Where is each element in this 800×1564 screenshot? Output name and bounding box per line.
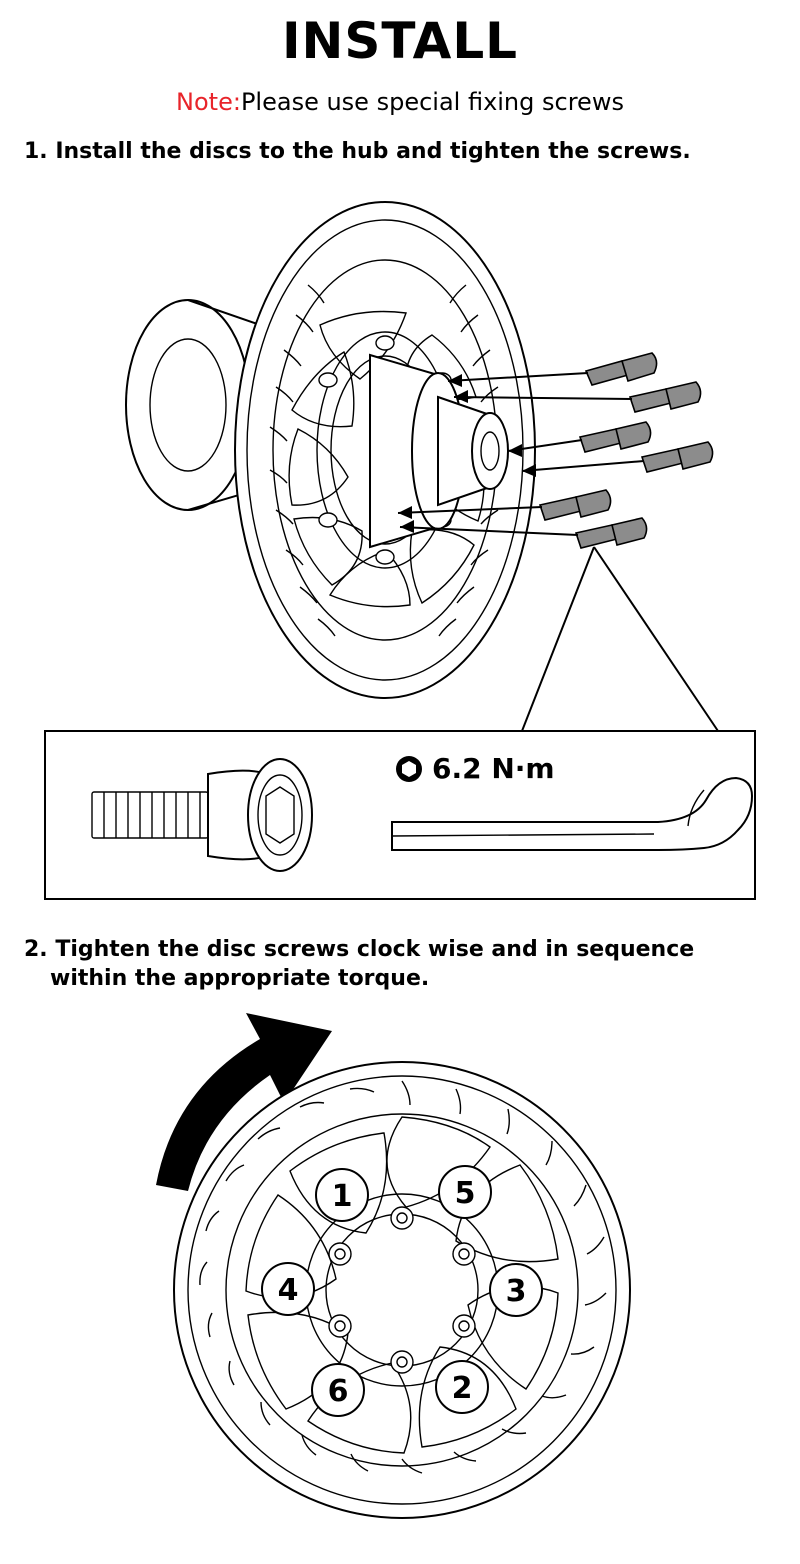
sequence-callout xyxy=(316,1169,368,1221)
note-text: Please use special fixing screws xyxy=(240,88,624,116)
brake-disc-front-view xyxy=(174,1062,630,1518)
torque-value-label xyxy=(394,752,555,785)
sequence-number: 2 xyxy=(451,1371,473,1406)
step-1-text: 1. Install the discs to the hub and tighten the screws. xyxy=(24,139,691,164)
sequence-callout xyxy=(312,1364,364,1416)
step-2-line-1: 2. Tighten the disc screws clock wise and in sequence xyxy=(24,937,695,962)
sequence-callout xyxy=(262,1263,314,1315)
sequence-callout xyxy=(490,1264,542,1316)
sequence-number: 3 xyxy=(505,1274,527,1309)
exploded-assembly-svg xyxy=(70,175,740,735)
page-title: INSTALL xyxy=(281,12,519,70)
torque-value: 6.2 N·m xyxy=(432,752,555,785)
note-label: Note: xyxy=(176,88,241,116)
sequence-number: 1 xyxy=(331,1179,353,1214)
sequence-callout xyxy=(436,1361,488,1413)
figure-tightening-sequence xyxy=(120,1005,680,1545)
callout-leader-lines xyxy=(522,547,718,731)
screw xyxy=(522,442,713,477)
figure-exploded-assembly xyxy=(70,175,740,735)
sequence-number: 4 xyxy=(277,1273,299,1308)
torque-spec-box xyxy=(44,730,756,900)
hex-socket-icon xyxy=(394,754,424,784)
step-2-text xyxy=(24,936,780,993)
step-2-line-2: within the appropriate torque. xyxy=(50,965,430,991)
tightening-sequence-svg xyxy=(120,1005,680,1545)
sequence-number: 6 xyxy=(327,1374,349,1409)
note-line xyxy=(0,88,800,117)
sequence-callout xyxy=(439,1166,491,1218)
sequence-number: 5 xyxy=(454,1176,476,1211)
